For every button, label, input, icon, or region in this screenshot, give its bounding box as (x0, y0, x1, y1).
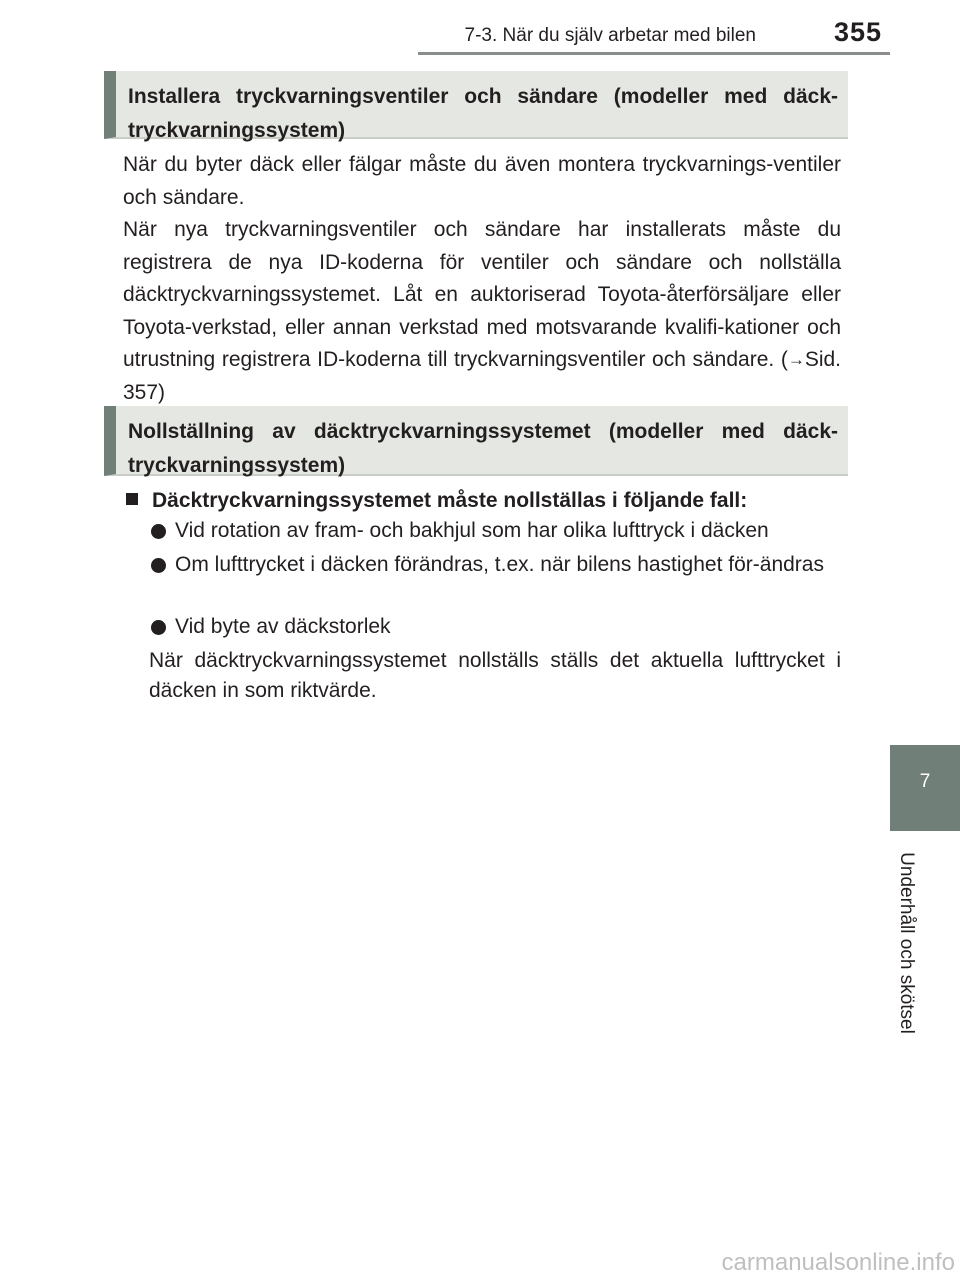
bullet-dot-icon (151, 558, 166, 573)
running-header-section-title: 7-3. När du själv arbetar med bilen (464, 25, 756, 46)
chapter-label: Underhåll och skötsel (896, 852, 917, 1034)
paragraph-text: När nya tryckvarningsventiler och sändare har installerats måste du registrera de nya ID-koderna för ventiler och sändare och nollställa däcktryckvarningssystemet. Låt en auktoriserad Toyota-återförsäljare eller Toyota-verkstad, eller annan verkstad med motsvarande kvalifi-kationer och utrustning registrera ID-koderna till tryckvarningsventiler och sändare. ( (123, 218, 841, 371)
list-item (151, 515, 841, 548)
bullet-dot-icon (151, 524, 166, 539)
reset-note: När däcktryckvarningssystemet nollställs ställs det aktuella lufttrycket i däcken in som riktvärde. (149, 649, 841, 702)
list-item-text: Om lufttrycket i däcken förändras, t.ex. när bilens hastighet för-ändras (175, 553, 824, 576)
page-reference-link[interactable]: Sid. 357 (123, 348, 841, 404)
paragraph-replace-tires: När du byter däck eller fälgar måste du även montera tryckvarnings-ventiler och sändare. (123, 153, 841, 209)
section-heading-reset-system (104, 406, 848, 476)
arrow-right-icon: → (787, 350, 805, 369)
page-number: 355 (833, 17, 882, 47)
subheading-text: Däcktryckvarningssystemet måste nollställas i följande fall: (152, 489, 748, 512)
list-item (151, 611, 841, 644)
header-rule (418, 52, 890, 55)
subheading-reset-cases (126, 486, 846, 516)
square-bullet-icon (126, 493, 138, 505)
list-item-text: Vid rotation av fram- och bakhjul som har olika lufttryck i däcken (175, 519, 769, 542)
list-item-text: Vid byte av däckstorlek (175, 615, 391, 638)
site-watermark: carmanualsonline.info (721, 1249, 955, 1276)
list-item (151, 549, 841, 582)
section-heading-text: Installera tryckvarningsventiler och sändare (modeller med däck-tryckvarningssystem) (128, 85, 838, 142)
section-heading-install-valves (104, 71, 848, 142)
paragraph-closing: ) (158, 380, 166, 404)
section-heading-text: Nollställning av däcktryckvarningssystemet (modeller med däck-tryckvarningssystem) (128, 420, 838, 477)
paragraph-register-id-codes (123, 214, 841, 409)
chapter-number: 7 (919, 771, 931, 792)
bullet-dot-icon (151, 620, 166, 635)
